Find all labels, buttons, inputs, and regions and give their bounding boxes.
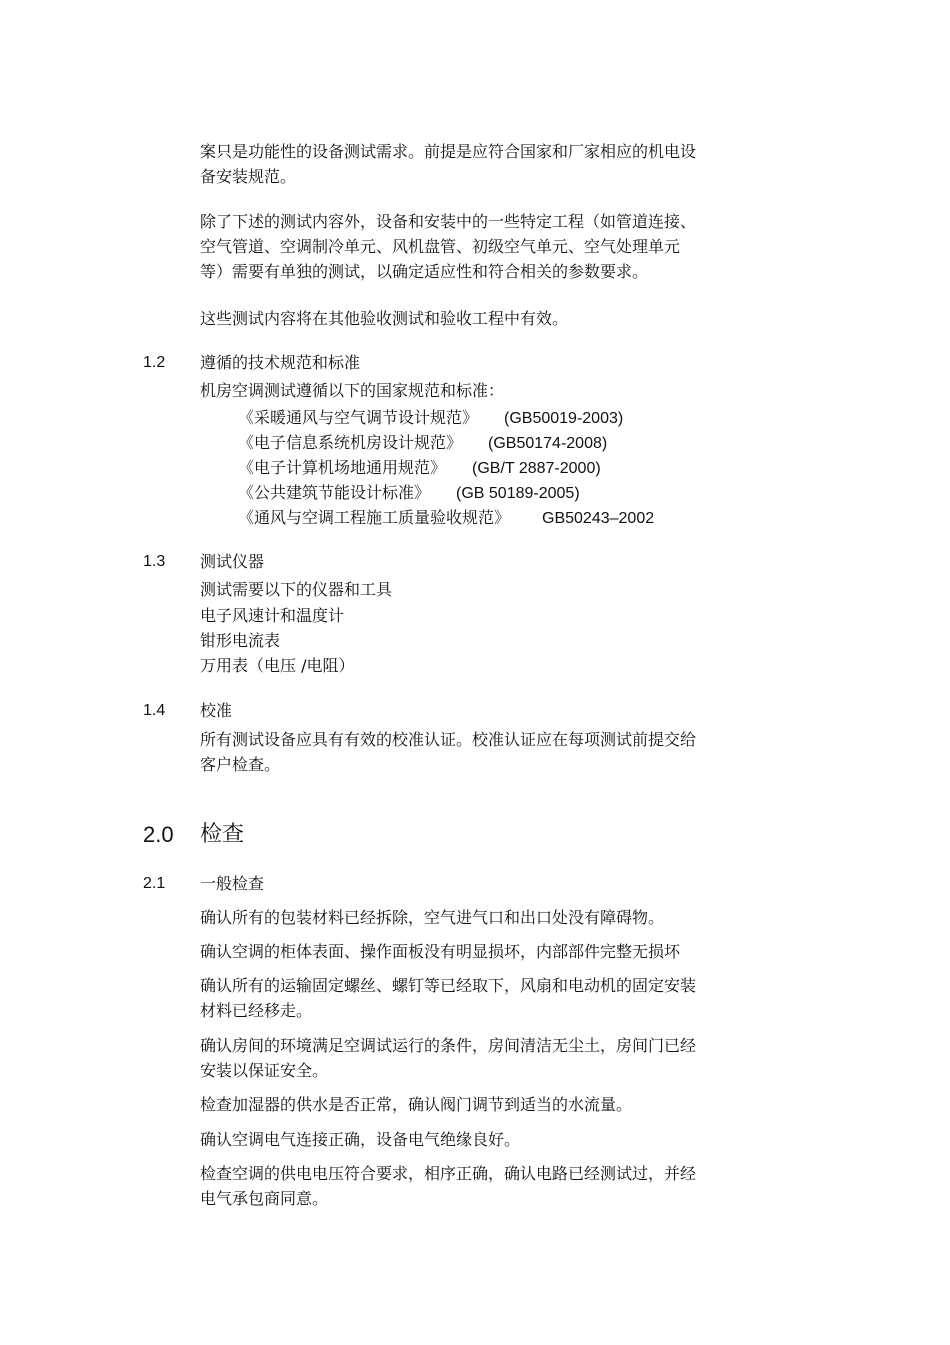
- standard-name: 《通风与空调工程施工质量验收规范》: [238, 508, 511, 527]
- check-item-line-1: 确认所有的运输固定螺丝、螺钉等已经取下，风扇和电动机的固定安装: [200, 976, 697, 995]
- section-number: 2.1: [143, 875, 166, 892]
- check-item: 确认空调电气连接正确，设备电气绝缘良好。: [200, 1130, 521, 1149]
- standard-name: 《公共建筑节能设计标准》: [238, 483, 431, 502]
- section-heading: 校准: [200, 701, 233, 720]
- standard-reference: [238, 430, 607, 456]
- check-item-line-2: 材料已经移走。: [200, 1001, 313, 1020]
- standard-code: (GB/T 2887-2000): [472, 460, 601, 477]
- section-heading: 测试仪器: [200, 552, 265, 571]
- standard-code: (GB50019-2003): [504, 410, 624, 427]
- section-heading: 遵循的技术规范和标准: [200, 353, 361, 372]
- check-item: 确认空调的柜体表面、操作面板没有明显损坏，内部部件完整无损坏: [200, 942, 681, 961]
- chapter-heading: 检查: [200, 822, 245, 847]
- check-item-line-1: 确认房间的环境满足空调试运行的条件，房间清洁无尘土，房间门已经: [200, 1036, 697, 1055]
- chapter-number: 2.0: [143, 822, 174, 847]
- intro-paragraph-2-line-1: 除了下述的测试内容外，设备和安装中的一些特定工程（如管道连接、: [200, 212, 697, 231]
- check-item-line-2: 安装以保证安全。: [200, 1061, 329, 1080]
- check-item: 检查加湿器的供水是否正常，确认阀门调节到适当的水流量。: [200, 1095, 633, 1114]
- paragraph-line: 客户检查。: [200, 755, 281, 774]
- list-item: 万用表（电压 /电阻）: [200, 656, 355, 675]
- standard-code: (GB50174-2008): [488, 435, 608, 452]
- intro-paragraph-3: 这些测试内容将在其他验收测试和验收工程中有效。: [200, 309, 569, 328]
- standard-code: GB50243–2002: [542, 510, 655, 527]
- list-item: 测试需要以下的仪器和工具: [200, 580, 393, 599]
- standard-reference: [238, 480, 580, 506]
- intro-paragraph-2-line-2: 空气管道、空调制冷单元、风机盘管、初级空气单元、空气处理单元: [200, 237, 681, 256]
- section-heading: 一般检查: [200, 874, 265, 893]
- intro-paragraph-1-line-2: 备安装规范。: [200, 167, 297, 186]
- check-item: 确认所有的包装材料已经拆除，空气进气口和出口处没有障碍物。: [200, 908, 665, 927]
- standard-reference: [238, 405, 623, 431]
- section-number: 1.3: [143, 553, 166, 570]
- section-number: 1.4: [143, 702, 166, 719]
- paragraph-line: 所有测试设备应具有有效的校准认证。校准认证应在每项测试前提交给: [200, 730, 697, 749]
- standard-code: (GB 50189-2005): [456, 485, 580, 502]
- check-item-line-1: 检查空调的供电电压符合要求，相序正确，确认电路已经测试过，并经: [200, 1164, 697, 1183]
- standard-reference: [238, 455, 601, 481]
- standard-reference: [238, 505, 654, 531]
- standard-name: 《电子信息系统机房设计规范》: [238, 433, 463, 452]
- section-lead-text: 机房空调测试遵循以下的国家规范和标准：: [200, 381, 505, 400]
- list-item: 钳形电流表: [200, 631, 281, 650]
- section-number: 1.2: [143, 354, 166, 371]
- standard-name: 《电子计算机场地通用规范》: [238, 458, 447, 477]
- intro-paragraph-2-line-3: 等）需要有单独的测试，以确定适应性和符合相关的参数要求。: [200, 262, 649, 281]
- check-item-line-2: 电气承包商同意。: [200, 1189, 329, 1208]
- standard-name: 《采暖通风与空气调节设计规范》: [238, 408, 479, 427]
- intro-paragraph-1-line-1: 案只是功能性的设备测试需求。前提是应符合国家和厂家相应的机电设: [200, 142, 697, 161]
- list-item: 电子风速计和温度计: [200, 606, 345, 625]
